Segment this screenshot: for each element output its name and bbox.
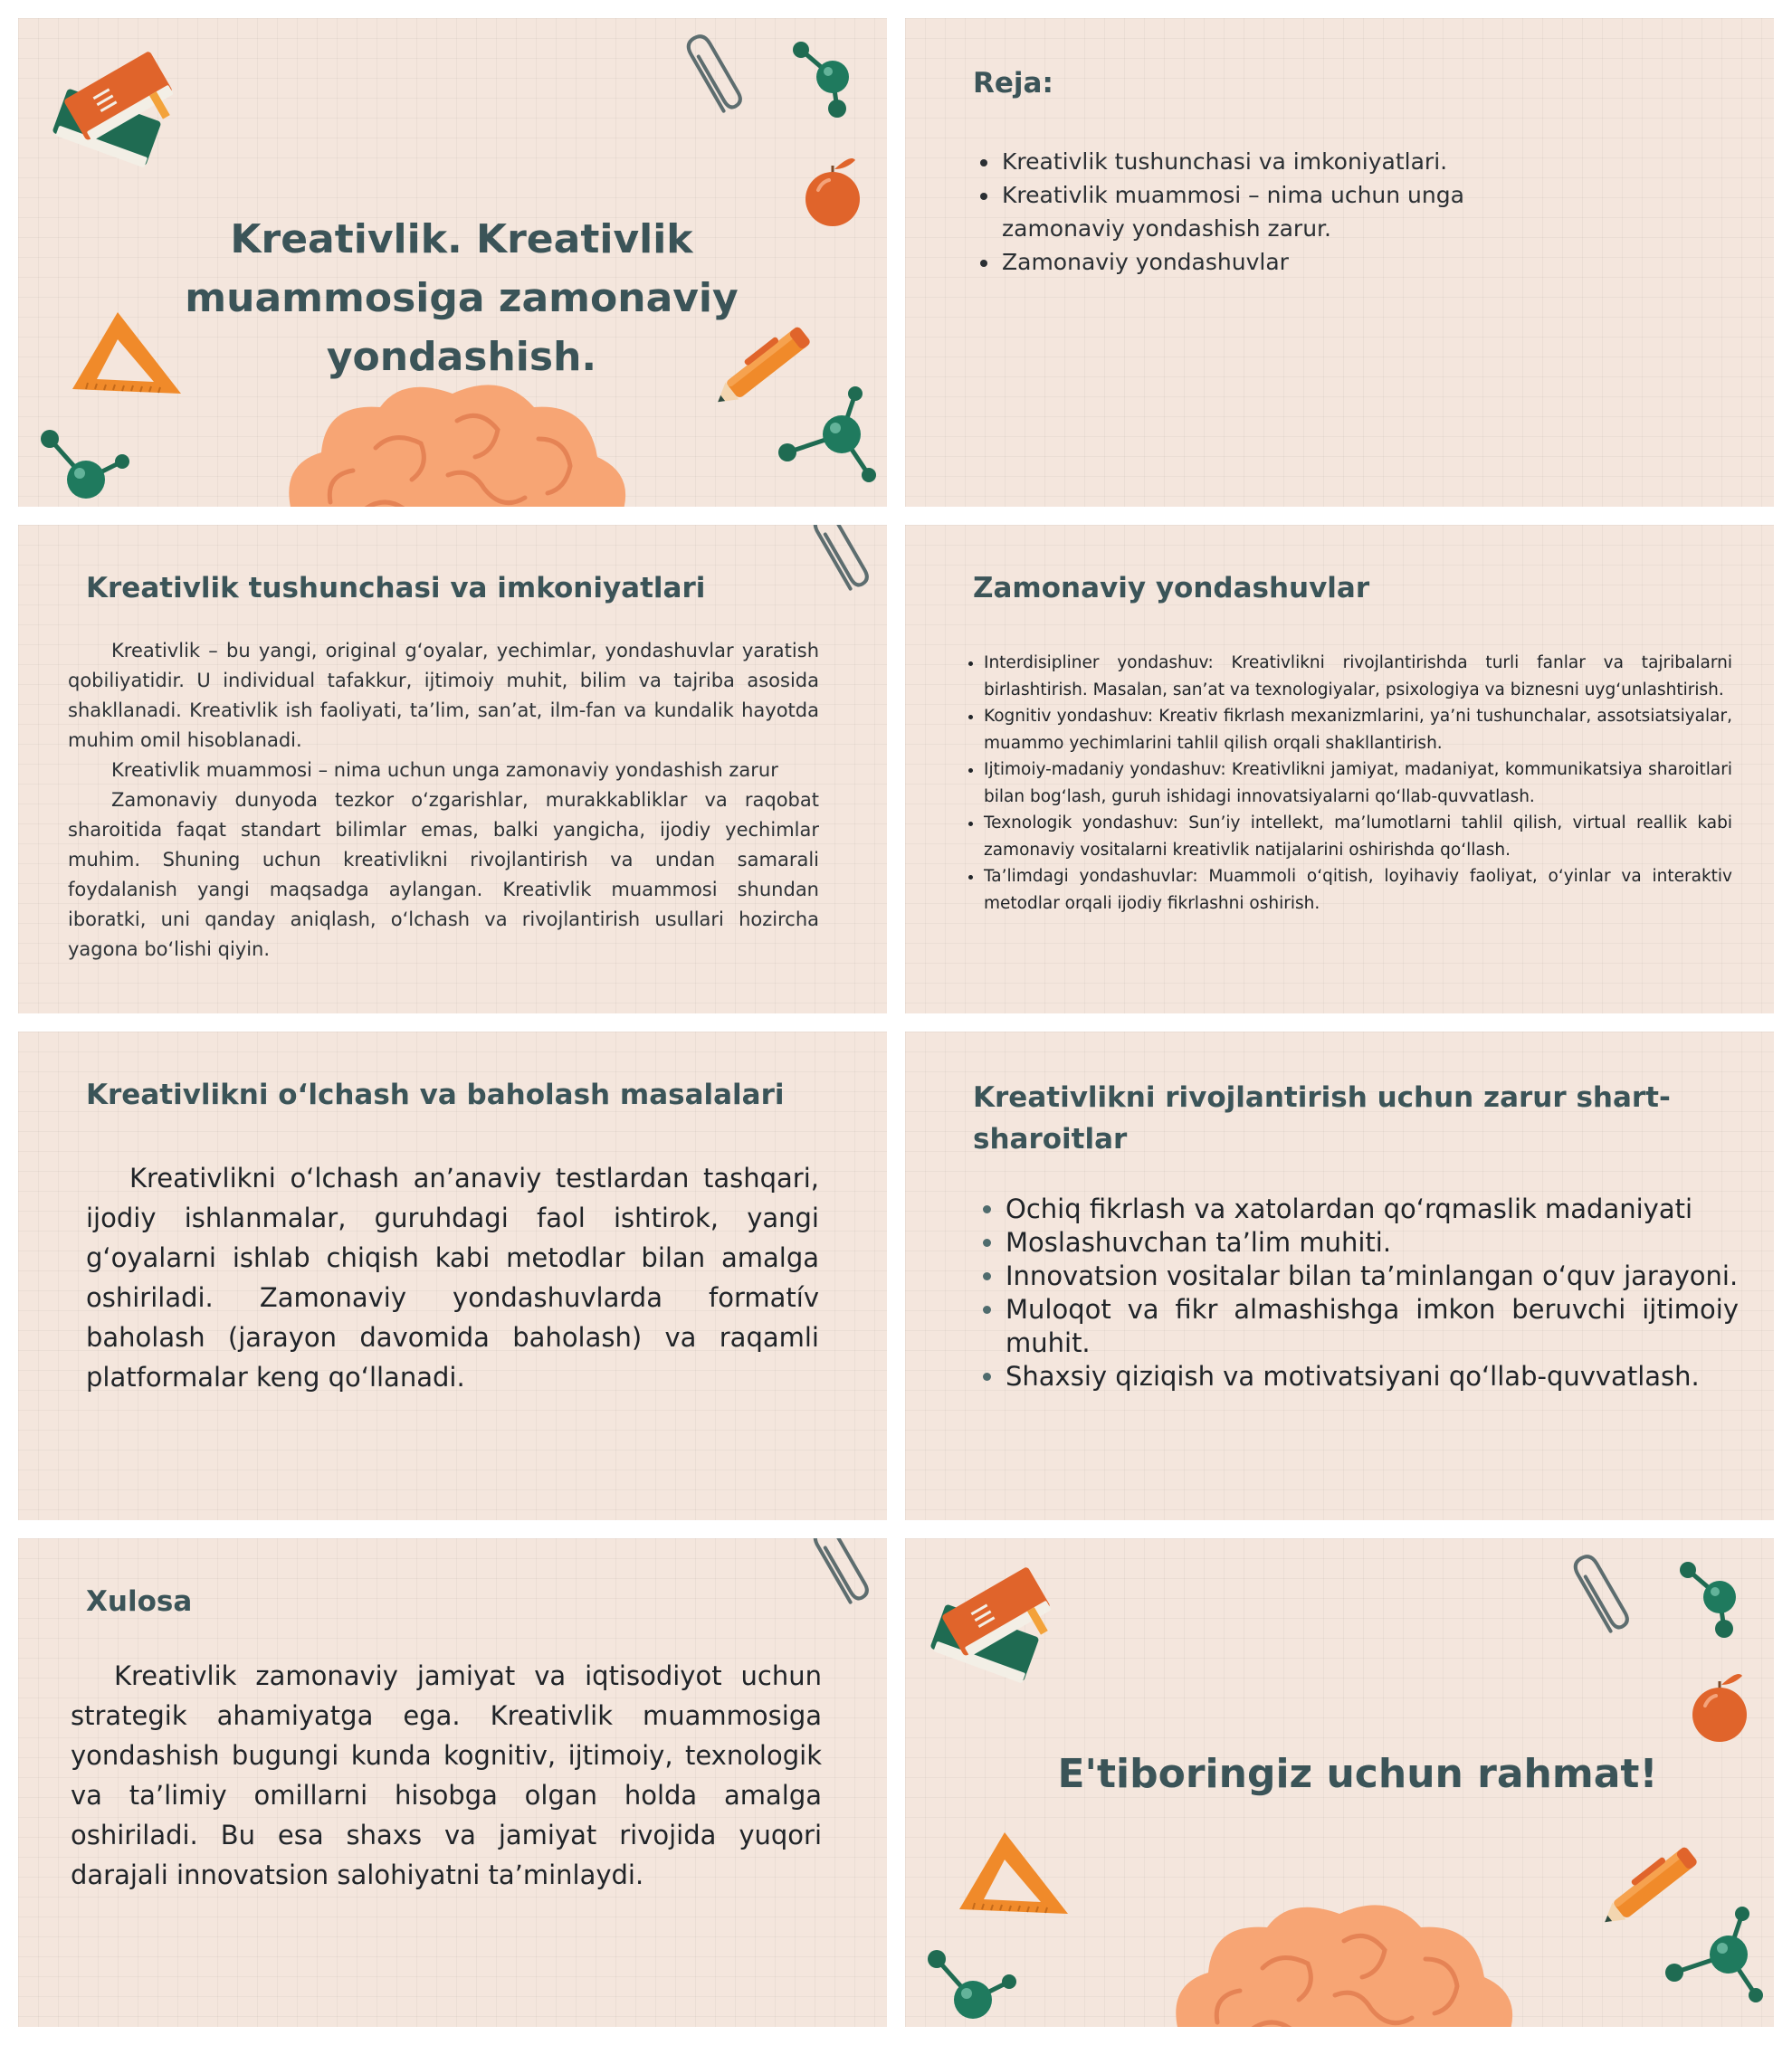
paperclip-icon [815, 525, 878, 606]
paragraph: Kreativlik muammosi – nima uchun unga zamonaviy yondashish zarur [111, 759, 778, 781]
slide-title [18, 18, 887, 507]
molecule-icon [923, 1945, 1032, 2027]
slide-conclusion [18, 1538, 887, 2027]
concept-text [68, 636, 819, 965]
ruler-triangle-icon [68, 308, 186, 407]
paperclip-icon [1575, 1549, 1638, 1649]
slide-measurement [18, 1032, 887, 1520]
molecule-icon [774, 385, 882, 493]
paragraph: Kreativlik zamonaviy jamiyat va iqtisodiyot uchun strategik ahamiyatga ega. Kreativlik muammosiga yondashish bugungi kunda kognitiv, ijtimoiy, texnologik va ta’limiy omillarni hisobga olgan holda amalga oshiriladi. Bu esa shaxs va jamiyat rivojida yuqori darajali innovatsion salohiyatni ta’minlaydi. [71, 1660, 822, 1890]
apple-icon [1692, 1665, 1756, 1746]
thanks-title: E'tiboringiz uchun rahmat! [1057, 1751, 1658, 1797]
plan-list [973, 145, 1561, 279]
list-item: • Innovatsion vositalar bilan ta’minlangan o‘quv jarayoni. [1006, 1260, 1739, 1293]
books-icon [923, 1556, 1059, 1692]
slide-heading: Kreativlikni rivojlantirish uchun zarur shart-sharoitlar [973, 1081, 1671, 1156]
list-item: • Texnologik yondashuv: Sun’iy intellekt, ma’lumotlarni tahlil qilish, virtual reallik kabi zamonaviy vositalarni kreativlik natijalarini oshirishda qo‘llash. [984, 810, 1732, 863]
slide-plan [905, 18, 1774, 507]
list-item: • Kognitiv yondashuv: Kreativ fikrlash mexanizmlarini, ya’ni tushunchalar, assotsiatsiyalar, muammo yechimlarini tahlil qilish orqali shakllantirish. [984, 703, 1732, 756]
ruler-triangle-icon [955, 1828, 1072, 1927]
molecule-icon [1670, 1556, 1751, 1647]
list-item: • Shaxsiy qiziqish va motivatsiyani qo‘llab-quvvatlash. [1006, 1360, 1739, 1393]
paragraph: Kreativlikni o‘lchash an’anaviy testlardan tashqari, ijodiy ishlanmalar, guruhdagi faol ishtirok, yangi g‘oyalarni ishlab chiqish kabi metodlar bilan amalga oshiriladi. Zamonaviy yondashuvlarda formatív baholash (jarayon davomida baholash) va raqamli platformalar keng qo‘llanadi. [86, 1163, 819, 1393]
slide-concept [18, 525, 887, 1013]
books-icon [45, 41, 181, 176]
list-item: • Kreativlik muammosi – nima uchun unga zamonaviy yondashish zarur. [1000, 178, 1561, 245]
conditions-list [973, 1193, 1739, 1393]
slide-heading: Zamonaviy yondashuvlar [973, 572, 1370, 604]
paragraph: Zamonaviy dunyoda tezkor o‘zgarishlar, murakkabliklar va raqobat sharoitida faqat standart bilimlar emas, balki yangicha, ijodiy yechimlar muhim. Shuning uchun kreativlikni rivojlantirish va undan samarali foydalanish yangi maqsadga aylangan. Kreativlik muammosi shundan iboratki, uni qanday aniqlash, o‘lchash va rivojlantirish usullari hozircha yagona bo‘lishi qiyin. [68, 789, 819, 960]
measurement-text [86, 1158, 819, 1397]
list-item: • Kreativlik tushunchasi va imkoniyatlari. [1000, 145, 1561, 178]
paperclip-icon [688, 29, 751, 128]
paragraph: Kreativlik – bu yangi, original g‘oyalar, yechimlar, yondashuvlar yaratish qobiliyatidir. U individual tafakkur, ijtimoiy muhit, bilim va tajriba asosida shakllanadi. Kreativlik ish faoliyati, ta’lim, san’at, ilm-fan va kundalik hayotda muhim omil hisoblanadi. [68, 640, 819, 751]
list-item: • Muloqot va fikr almashishga imkon beruvchi ijtimoiy muhit. [1006, 1293, 1739, 1360]
molecule-icon [783, 36, 864, 127]
slide-thanks [905, 1538, 1774, 2027]
slide-heading: Reja: [973, 67, 1053, 100]
paperclip-icon [815, 1538, 878, 1620]
list-item: • Zamonaviy yondashuvlar [1000, 245, 1561, 279]
conclusion-text [71, 1656, 822, 1895]
apple-icon [805, 149, 869, 231]
slide-heading: Xulosa [86, 1585, 193, 1618]
slide-heading: Kreativlik tushunchasi va imkoniyatlari [86, 572, 706, 604]
molecule-icon [1661, 1905, 1769, 2013]
molecule-icon [36, 425, 145, 507]
approach-list [955, 650, 1732, 917]
slide-approaches [905, 525, 1774, 1013]
list-item: • Moslashuvchan ta’lim muhiti. [1006, 1226, 1739, 1260]
slide-heading: Kreativlikni o‘lchash va baholash masalalari [86, 1079, 785, 1111]
list-item: • Interdisipliner yondashuv: Kreativlikni rivojlantirishda turli fanlar va tajribalarni birlashtirish. Masalan, san’at va texnologiyalar, psixologiya va biznesni uyg‘unlashtirish. [984, 650, 1732, 703]
list-item: • Ta’limdagi yondashuvlar: Muammoli o‘qitish, loyihaviy faoliyat, o‘yinlar va interaktiv metodlar orqali ijodiy fikrlashni oshirish. [984, 863, 1732, 917]
list-item: • Ijtimoiy-madaniy yondashuv: Kreativlikni jamiyat, madaniyat, kommunikatsiya sharoitlari bilan bog‘lash, guruh ishidagi innovatsiyalarni qo‘llab-quvvatlash. [984, 756, 1732, 810]
list-item: • Ochiq fikrlash va xatolardan qo‘rqmaslik madaniyati [1006, 1193, 1739, 1226]
slide-title-text: Kreativlik. Kreativlik muammosiga zamonaviy yondashish. [185, 216, 739, 380]
brain-illustration [1163, 1887, 1525, 2027]
slide-conditions [905, 1032, 1774, 1520]
brain-illustration [276, 366, 638, 507]
